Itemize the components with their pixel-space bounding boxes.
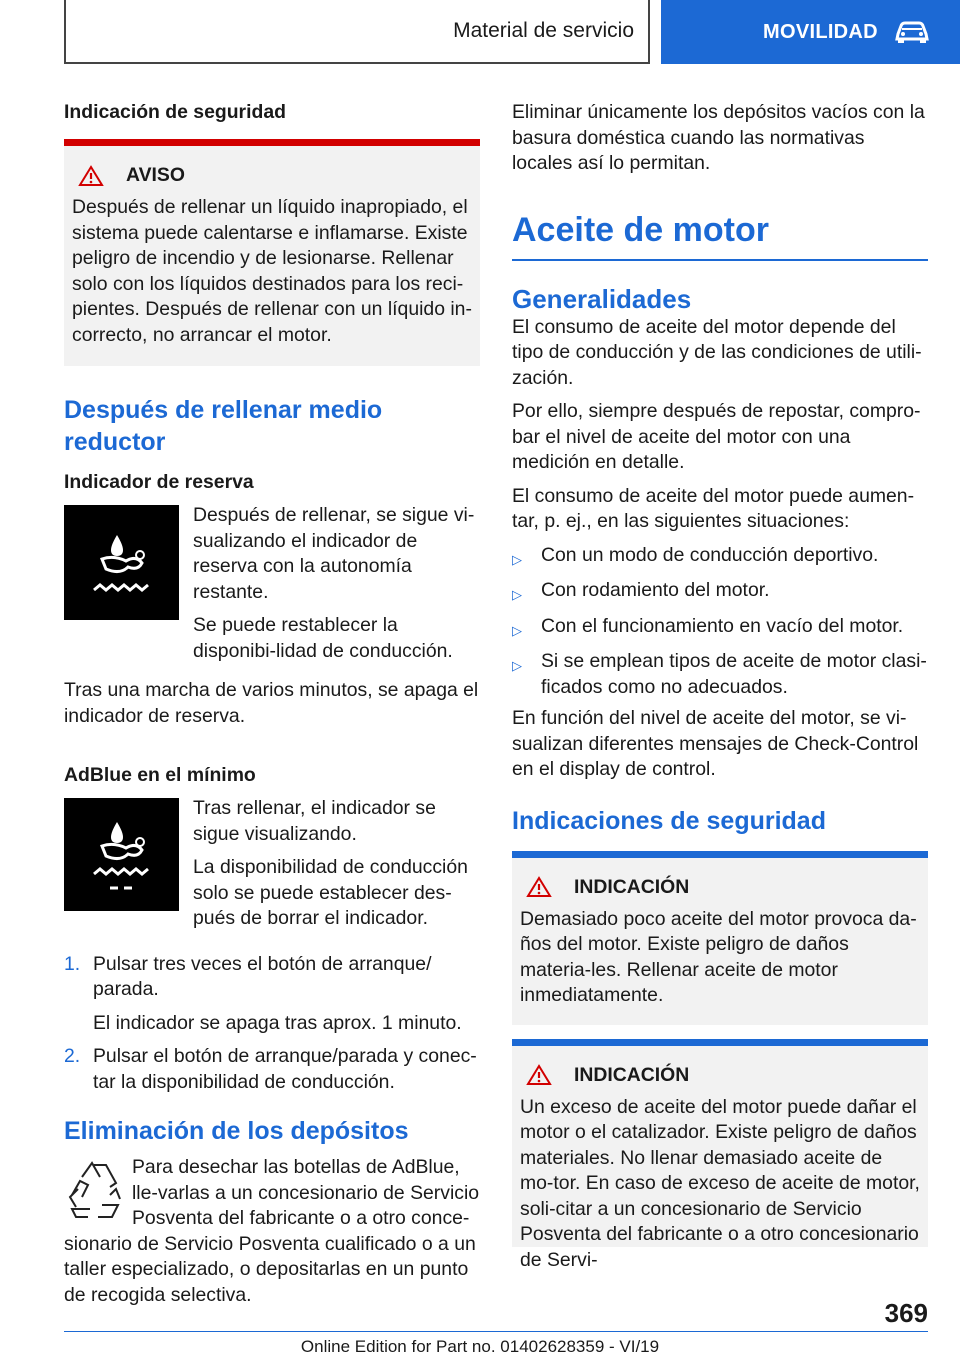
general-text-1: El consumo de aceite del motor depende del tipo de conducción y de las condiciones de utili-zación. <box>512 315 922 389</box>
disposal-heading: Eliminación de los depósitos <box>64 1117 409 1145</box>
step-item <box>64 1044 480 1095</box>
recycle-icon <box>66 1159 122 1223</box>
list-item-text: Si se emplean tipos de aceite de motor clasi-ficados como no adecuados. <box>541 650 927 698</box>
list-item <box>512 614 928 644</box>
warning-title <box>72 164 472 187</box>
left-column <box>64 100 480 1316</box>
header-underline <box>64 62 650 64</box>
bullet-triangle-icon: ▷ <box>512 551 522 567</box>
disposal-text: Para desechar las botellas de AdBlue, lle-varlas a un concesionario de Servicio Posventa del fabricante o a otro conce-sionario de Servicio Posventa cualificado o a un taller especializado, o depositarlas en un punto de recogida selectiva. <box>64 1156 480 1306</box>
notice-title-2 <box>520 1064 920 1087</box>
notice-label-2: INDICACIÓN <box>574 1063 690 1086</box>
footer-divider <box>64 1331 928 1332</box>
list-item <box>512 543 928 573</box>
bullet-triangle-icon: ▷ <box>512 622 522 638</box>
reserve-text-1: Después de rellenar, se sigue vi-sualizando el indicador de reserva con la autonomía restante. <box>193 504 475 603</box>
warning-label: AVISO <box>126 164 185 186</box>
list-item <box>512 649 928 700</box>
situation-list <box>512 543 928 701</box>
safety-notes-heading: Indicaciones de seguridad <box>512 806 826 835</box>
car-icon <box>894 20 930 44</box>
disposal-block <box>64 1155 480 1308</box>
step-text: Pulsar tres veces el botón de arranque/ parada. <box>93 952 432 1000</box>
adblue-reserve-icon <box>64 505 179 620</box>
notice-box-1 <box>512 851 928 1025</box>
header-divider-right <box>648 0 650 64</box>
reserve-text-2: Se puede restablecer la disponibi-lidad de conducción. <box>193 614 453 662</box>
safety-heading: Indicación de seguridad <box>64 101 286 123</box>
minimum-text-2: La disponibilidad de conducción solo se puede establecer des-pués de borrar el indicador. <box>193 856 468 929</box>
warning-text: Después de rellenar un líquido inapropiado, el sistema puede calentarse e inflamarse. Existe peligro de incendio y de lesionarse. Rellenar solo con los líquidos destinados para los reci-pientes. Después de rellenar con un líquido in-correcto, no arrancar el motor. <box>72 196 472 346</box>
adblue-minimum-icon <box>64 798 179 911</box>
notice-box-2 <box>512 1039 928 1271</box>
list-item <box>512 578 928 608</box>
notice-title-1 <box>520 876 920 899</box>
general-heading: Generalidades <box>512 283 692 314</box>
chapter-title: Aceite de motor <box>512 209 928 261</box>
step-number: 2. <box>64 1045 81 1067</box>
warning-box <box>64 139 480 366</box>
notice-text-1: Demasiado poco aceite del motor provoca da-ños del motor. Existe peligro de daños materia-les. Rellenar aceite de motor inmediatamente. <box>520 907 917 1006</box>
step-item <box>64 952 480 1037</box>
list-item-text: Con un modo de conducción deportivo. <box>541 543 879 566</box>
notice-text-2: Un exceso de aceite del motor puede dañar el motor o el catalizador. Existe peligro de daños materiales. No llenar demasiado aceite de mo-tor. En caso de exceso de aceite de motor, soli-citar a un concesionario de Servicio Posventa del fabricante o a otro concesionario de Servi- <box>520 1095 920 1271</box>
reserve-text-3: Tras una marcha de varios minutos, se apaga el indicador de reserva. <box>64 679 479 727</box>
step-text: Pulsar el botón de arranque/parada y conec-tar la disponibilidad de conducción. <box>93 1045 477 1093</box>
step-number: 1. <box>64 952 81 975</box>
footer-edition: Online Edition for Part no. 01402628359 - VI/19 <box>300 1337 660 1356</box>
disposal-intro: Eliminar únicamente los depósitos vacíos con la basura doméstica cuando las normativas locales así lo permitan. <box>512 101 925 174</box>
header-chapter-tab[interactable] <box>661 0 960 64</box>
bullet-triangle-icon: ▷ <box>512 587 522 602</box>
step-note: El indicador se apaga tras aprox. 1 minuto. <box>93 1011 462 1034</box>
list-item-text: Con rodamiento del motor. <box>541 579 770 601</box>
minimum-block <box>64 796 480 940</box>
general-text-4: En función del nivel de aceite del motor, se vi-sualizan diferentes mensajes de Check-Control en el display de control. <box>512 707 919 780</box>
minimum-text-1: Tras rellenar, el indicador se sigue visualizando. <box>193 797 436 845</box>
bullet-triangle-icon: ▷ <box>512 658 522 673</box>
header-section-title: Material de servicio <box>453 19 634 42</box>
right-column <box>512 100 928 1271</box>
warning-triangle-icon <box>526 876 552 898</box>
warning-triangle-icon <box>526 1064 552 1086</box>
warning-triangle-icon <box>78 165 104 187</box>
section-heading-after-refill: Después de rellenar medio reductor <box>64 396 383 456</box>
page-number: 369 <box>884 1298 928 1328</box>
list-item-text: Con el funcionamiento en vacío del motor. <box>541 614 904 637</box>
notice-label-1: INDICACIÓN <box>574 875 690 898</box>
step-list <box>64 952 480 1096</box>
chapter-tab-label: MOVILIDAD <box>763 20 878 43</box>
minimum-heading: AdBlue en el mínimo <box>64 764 256 786</box>
general-text-2: Por ello, siempre después de repostar, compro-bar el nivel de aceite del motor con una medición en detalle. <box>512 400 921 473</box>
reserve-heading: Indicador de reserva <box>64 471 254 493</box>
reserve-block <box>64 503 480 672</box>
general-text-3: El consumo de aceite del motor puede aumen-tar, p. ej., en las siguientes situaciones: <box>512 484 915 532</box>
